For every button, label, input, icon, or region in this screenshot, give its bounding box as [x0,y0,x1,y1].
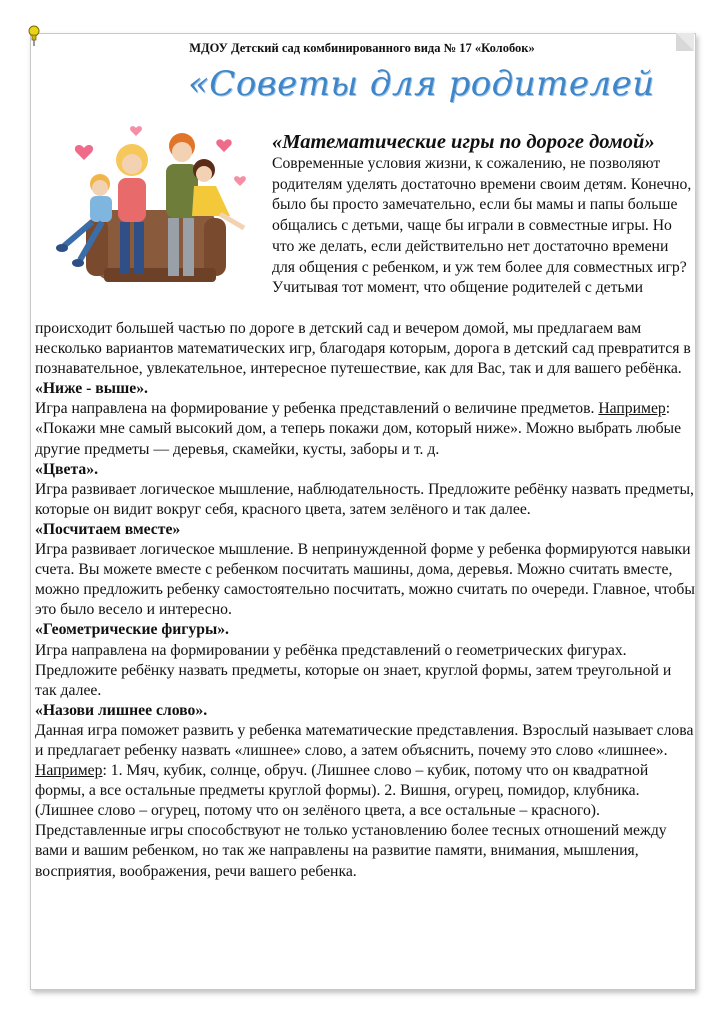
game-title-geometric-shapes: «Геометрические фигуры». [35,621,229,639]
example-label: Например [598,400,666,418]
family-on-sofa-illustration [44,118,266,296]
intro-text: Современные условия жизни, к сожалению, не позволяют родителям уделять достаточно времени своим детям. Конечно, было бы просто замечательно, если бы мамы и папы больше общались с детьми, чаще бы играли в совместные игры. Но что же делать, если действительно нет достаточно времени для общения с ребенком, и уж тем более для совместных игр? [272,155,692,276]
game-title-count-together: «Посчитаем вместе» [35,520,181,538]
conclusion-paragraph: Представленные игры способствуют не только установлению более тесных отношений между вами и вашим ребенком, но так же направлены на развитие памяти, внимания, мышления, восприятия, воображения, речи вашего ребенка. [35,822,667,880]
article-body [35,319,695,882]
game-title-odd-word: «Назови лишнее слово». [35,701,208,719]
game-text-colors: Игра развивает логическое мышление, наблюдательность. Предложите ребёнку назвать предметы, которые он видит вокруг себя, красного цвета, затем зелёного и так далее. [35,480,694,518]
game-text-part: Данная игра поможет развить у ребенка математические представления. Взрослый называет слова и предлагает ребенку назвать «лишнее» слово, а затем объяснить, почему это слово «лишнее». [35,721,694,759]
game-text-part: : «Покажи мне самый высокий дом, а теперь покажи дом, который ниже». Можно выбрать любые другие предметы — деревья, скамейки, кусты, заборы и т. д. [35,400,682,458]
game-text-part: : 1. Мяч, кубик, солнце, обруч. (Лишнее слово – кубик, потому что он квадратной формы, а все остальные предметы круглой формы). 2. Вишня, огурец, помидор, клубника. (Лишнее слово – огурец, потому что он зелёного цвета, а все остальные – красного). [35,762,649,820]
intro-continuation-start: Учитывая тот момент, что общение родителей с детьми [272,279,643,297]
game-text-odd-word [35,721,695,821]
game-title-lower-higher: «Ниже - выше». [35,380,148,398]
game-text-part: Игра направлена на формирование у ребенка представлений о величине предметов. [35,400,595,418]
intro-paragraph [272,154,692,299]
game-text-geometric-shapes: Игра направлена на формировании у ребёнка представлений о геометрических фигурах. Предложите ребёнку назвать предметы, которые он знает, круглой формы, затем треугольной и так далее. [35,641,672,699]
intro-continuation: происходит большей частью по дороге в детский сад и вечером домой, мы предлагаем вам несколько вариантов математических игр, благодаря которым, дорога в детский сад превратится в познавательное, увлекательное, интересное путешествие, как для Вас, так и для вашего ребёнка. [35,320,691,378]
example-label: Например [35,762,103,780]
article-title: «Математические игры по дороге домой» [272,131,655,153]
game-title-colors: «Цвета». [35,460,98,478]
advice-banner-title: «Советы для родителей [188,64,655,104]
game-text-lower-higher [35,399,695,459]
organization-header: МДОУ Детский сад комбинированного вида № 17 «Колобок» [189,41,535,55]
game-text-count-together: Игра развивает логическое мышление. В непринужденной форме у ребенка формируются навыки счета. Вы можете вместе с ребенком посчитать машины, дома, деревья. Можно считать вместе, можно предложить ребенку самостоятельно посчитать, можно считать по очереди. Главное, чтобы это было весело и интересно. [35,541,695,619]
